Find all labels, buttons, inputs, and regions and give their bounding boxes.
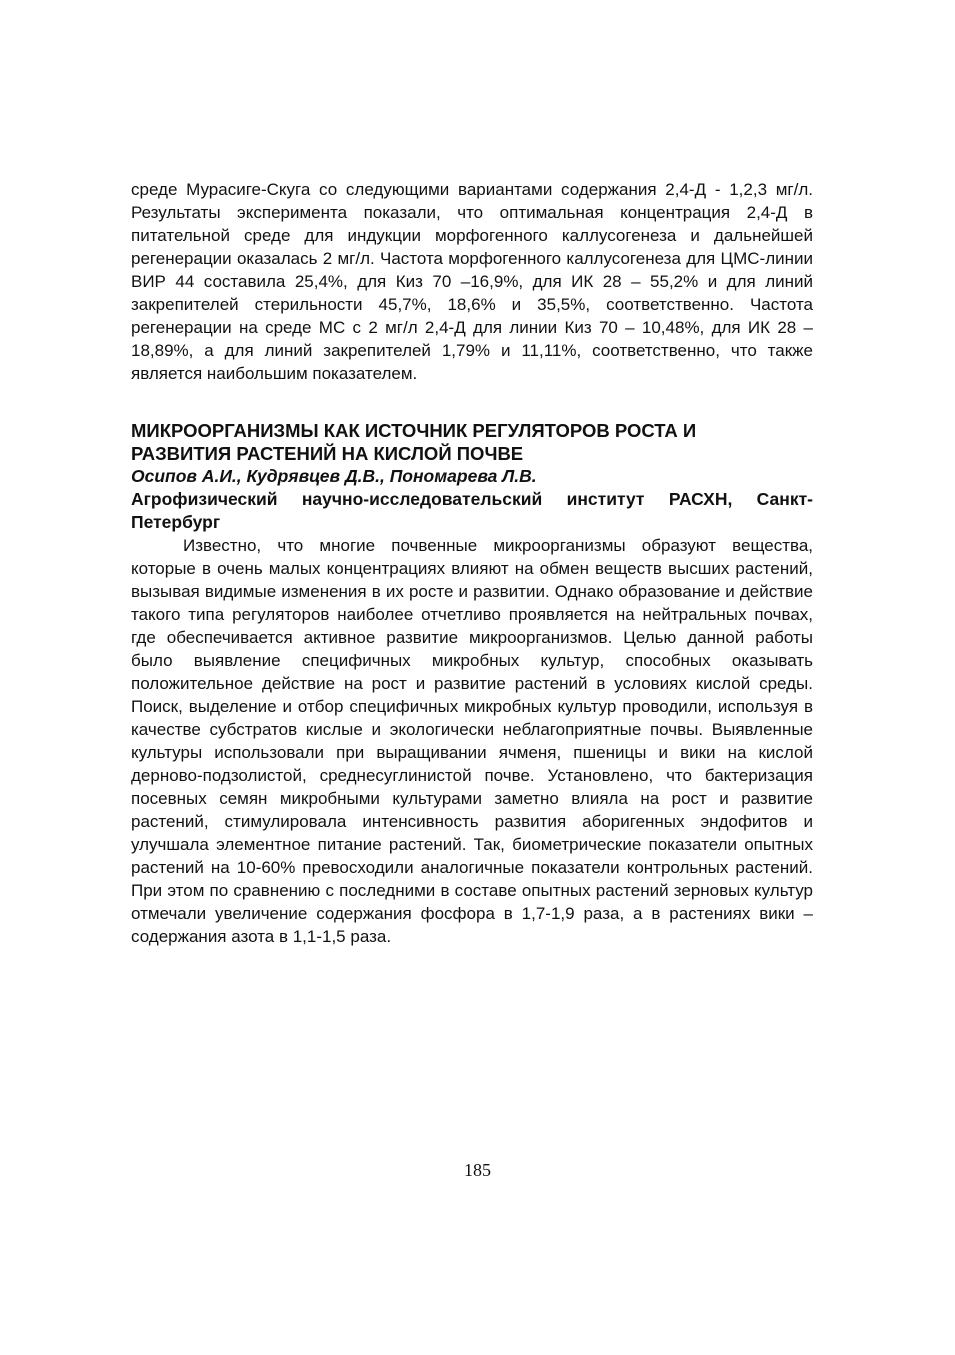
intro-paragraph: среде Мурасиге-Скуга со следующими вариантами содержания 2,4-Д - 1,2,3 мг/л. Результаты эксперимента показали, что оптимальная концентрация 2,4-Д в питательной среде для индукции морфогенного каллусогенеза и дальнейшей регенерации оказалась 2 мг/л. Частота морфогенного каллусогенеза для ЦМС-линии ВИР 44 составила 25,4%, для Киз 70 –16,9%, для ИК 28 – 55,2% и для линий закрепителей стерильности 45,7%, 18,6% и 35,5%, соответственно. Частота регенерации на среде МС с 2 мг/л 2,4-Д для линии Киз 70 – 10,48%, для ИК 28 – 18,89%, а для линий закрепителей 1,79% и 11,11%, соответственно, что также является наибольшим показателем.: [131, 180, 813, 383]
body-paragraph: Известно, что многие почвенные микроорганизмы образуют вещества, которые в очень малых концентрациях влияют на обмен веществ высших растений, вызывая видимые изменения в их росте и развитии. Однако образование и действие такого типа регуляторов наиболее отчетливо проявляется на нейтральных почвах, где обеспечивается активное развитие микроорганизмов. Целью данной работы было выявление специфичных микробных культур, способных оказывать положительное действие на рост и развитие растений в условиях кислой среды. Поиск, выделение и отбор специфичных микробных культур проводили, используя в качестве субстратов кислые и экологически неблагоприятные почвы. Выявленные культуры использовали при выращивании ячменя, пшеницы и вики на кислой дерново-подзолистой, среднесуглинистой почве. Установлено, что бактеризация посевных семян микробными культурами заметно влияла на рост и развитие растений, стимулировала интенсивность развития аборигенных эндофитов и улучшала элементное питание растений. Так, биометрические показатели опытных растений на 10-60% превосходили аналогичные показатели контрольных растений. При этом по сравнению с последними в составе опытных растений зерновых культур отмечали увеличение содержания фосфора в 1,7-1,9 раза, а в растениях вики – содержания азота в 1,1-1,5 раза.: [131, 536, 813, 946]
article-title-line1: МИКРООРГАНИЗМЫ КАК ИСТОЧНИК РЕГУЛЯТОРОВ РОСТА И: [131, 420, 697, 441]
page-number: 185: [464, 1160, 491, 1180]
page-content: [131, 178, 813, 948]
article-authors: Осипов А.И., Кудрявцев Д.В., Пономарева Л.В.: [131, 466, 537, 486]
article-title: [131, 419, 813, 465]
article-institute: Агрофизический научно-исследовательский институт РАСХН, Санкт-Петербург: [131, 489, 813, 532]
article-title-line2: РАЗВИТИЯ РАСТЕНИЙ НА КИСЛОЙ ПОЧВЕ: [131, 443, 524, 464]
